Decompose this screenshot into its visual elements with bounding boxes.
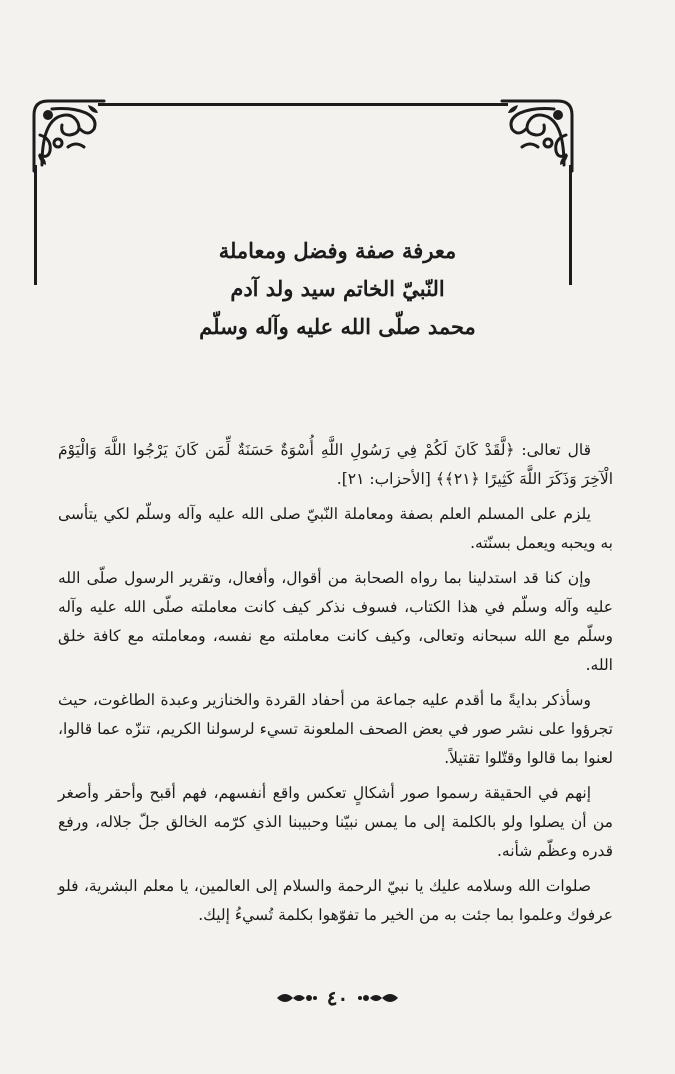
paragraph: يلزم على المسلم العلم بصفة ومعاملة النّبيّ صلى الله عليه وآله وسلّم لكي يتأسى به ويحبه ويعمل بسنّته. [58,505,613,552]
corner-ornament-icon [28,95,106,173]
title-line-2: النّبيّ الخاتم سيد ولد آدم [230,276,445,301]
floral-ornament-icon [358,990,400,1006]
paragraph: وإن كنا قد استدلينا بما رواه الصحابة من أقوال، وأفعال، وتقرير الرسول صلّى الله عليه وآله وسلّم في هذا الكتاب، فسوف نذكر كيف كانت معاملته صلّى الله عليه وآله وسلّم مع الله سبحانه وتعالى، وكيف كانت معاملته مع نفسه، ومعاملته مع كافة خلق الله. [58,569,613,674]
title-line-1: معرفة صفة وفضل ومعاملة [218,238,457,263]
page-number: ٤٠ [326,986,349,1010]
frame-left-rule [34,165,37,285]
page-footer [0,983,675,1013]
corner-ornament-icon [500,95,578,173]
chapter-title [60,232,615,346]
paragraph: إنهم في الحقيقة رسموا صور أشكالٍ تعكس واقع أنفسهم، فهم أقبح وأحقر وأصغر من أن يصلوا ولو بالكلمة إلى ما يمس نبيّنا وحبيبنا الذي كرّمه الخالق جلّ جلاله، ورفع قدره وعظّم شأنه. [58,784,613,860]
title-line-3: محمد صلّى الله عليه وآله وسلّم [199,314,476,339]
paragraph: وسأذكر بدايةً ما أقدم عليه جماعة من أحفاد القردة والخنازير وعبدة الطاغوت، حيث تجرؤوا على نشر صور في بعض الصحف الملعونة تسيء لرسولنا الكريم، تنزّه عما قالوا، لعنوا بما قالوا وقتّلوا تقتيلاً. [58,691,613,767]
paragraph: صلوات الله وسلامه عليك يا نبيّ الرحمة والسلام إلى العالمين، يا معلم البشرية، فلو عرفوك وعلموا بما جئت به من الخير ما تفوّهوا بكلمة تُسيءُ إليك. [58,877,613,924]
frame-top-rule [98,103,508,106]
quran-verse-paragraph: قال تعالى: ﴿لَّقَدْ كَانَ لَكُمْ فِي رَسُولِ اللَّهِ أُسْوَةٌ حَسَنَةٌ لِّمَن كَانَ يَرْجُوا اللَّهَ وَالْيَوْمَ الْآخِرَ وَذَكَرَ اللَّهَ كَثِيرًا ﴿٢١﴾﴾ [الأحزاب: ٢١]. [58,441,613,488]
body-text [58,436,613,936]
floral-ornament-icon [275,990,317,1006]
